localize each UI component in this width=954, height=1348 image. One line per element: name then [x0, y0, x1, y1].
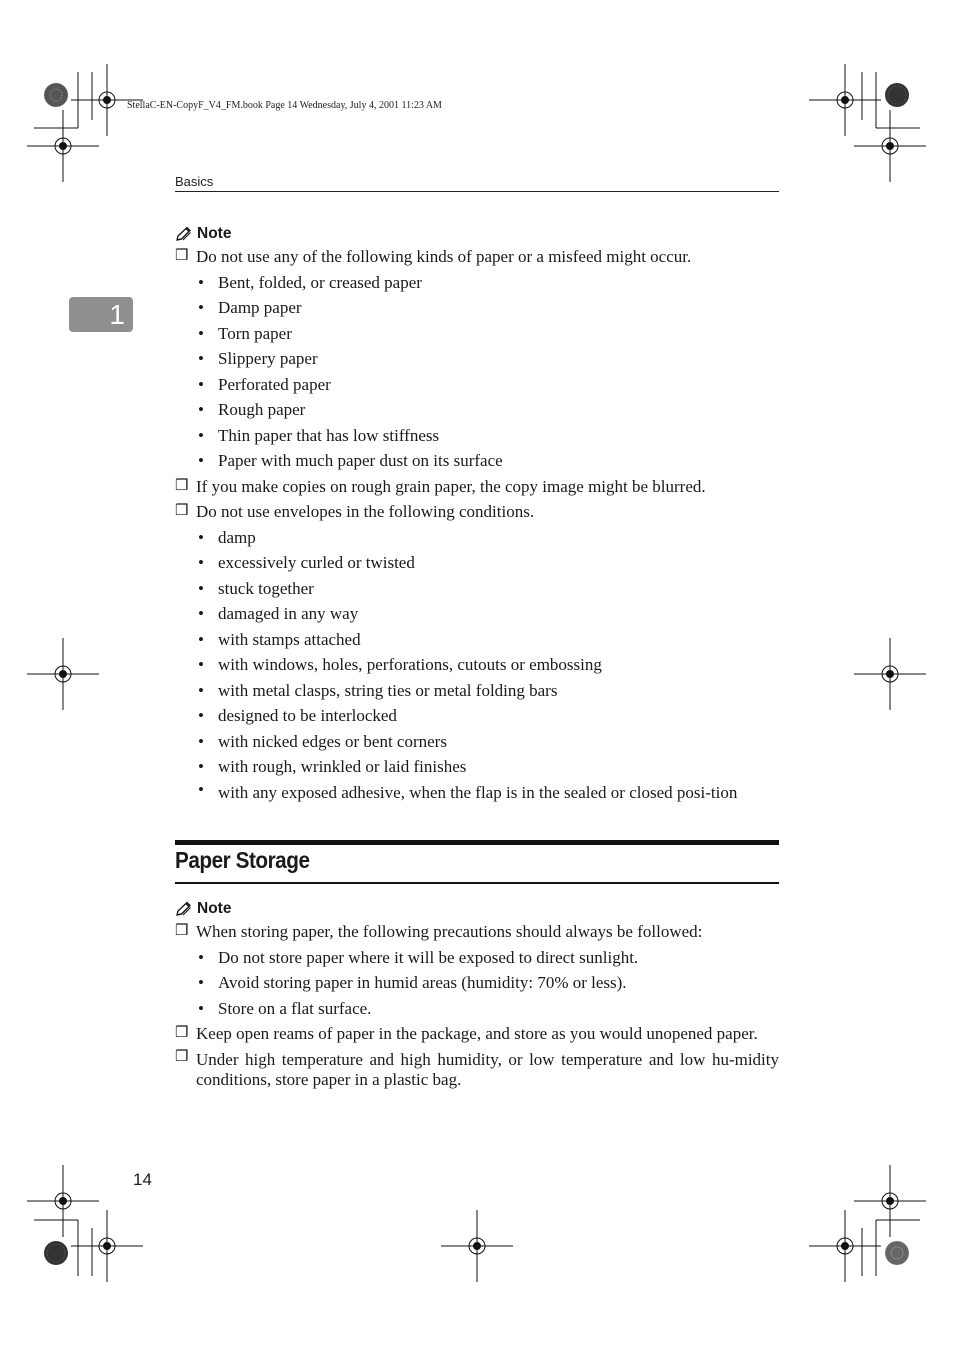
bullet-item: [175, 576, 779, 602]
bullet-point: •: [198, 451, 204, 470]
bullet-item-text: Torn paper: [218, 323, 292, 343]
bullet-item-text: with nicked edges or bent corners: [218, 731, 447, 751]
pencil-icon: [175, 901, 193, 917]
color-wheel-icon: [885, 83, 909, 107]
bullet-point: •: [198, 527, 204, 547]
bullet-item-text: with stamps attached: [218, 629, 361, 649]
bullet-item-text: Avoid storing paper in humid areas (humidity: 70% or less).: [218, 973, 627, 992]
pencil-icon: [175, 226, 193, 242]
crosshair-icon: [809, 1210, 881, 1282]
bullet-item: [175, 372, 779, 398]
crosshair-icon: [854, 110, 926, 182]
bullet-item: [175, 397, 779, 423]
bullet-point: •: [198, 578, 204, 598]
checklist-item: [175, 1021, 779, 1047]
bullet-point: •: [198, 272, 204, 292]
bullet-item: [175, 270, 779, 296]
running-header: Basics: [175, 174, 214, 189]
checkbox-square-icon: ❒: [175, 1048, 189, 1065]
bullet-item-text: Rough paper: [218, 400, 306, 419]
crosshair-icon: [809, 64, 881, 136]
bullet-item-text: damaged in any way: [218, 604, 359, 623]
color-wheel-icon: [44, 1241, 68, 1265]
header-rule: [175, 191, 779, 192]
crosshair-icon: [854, 1165, 926, 1237]
checklist-item-text: Under high temperature and high humidity, or low temperature and low hu-midity conditions, store paper in a plastic bag.: [196, 1049, 779, 1089]
bullet-point: •: [198, 998, 204, 1018]
bullet-point: •: [198, 680, 204, 700]
checkbox-square-icon: ❒: [175, 1025, 189, 1041]
bullet-point: •: [198, 298, 204, 317]
bullet-item: [175, 423, 779, 449]
checkbox-square-icon: ❒: [175, 248, 189, 264]
crosshair-icon: [441, 1210, 513, 1282]
crosshair-icon: [854, 638, 926, 710]
bullet-point: •: [198, 349, 204, 368]
bullet-item-text: excessively curled or twisted: [218, 553, 415, 572]
bullet-item-text: stuck together: [218, 578, 314, 598]
bullet-item-text: Damp paper: [218, 298, 302, 317]
crosshair-icon: [71, 1210, 143, 1282]
checkbox-square-icon: ❒: [175, 503, 189, 519]
bullet-item: [175, 525, 779, 551]
bullet-point: •: [198, 973, 204, 992]
bullet-point: •: [198, 604, 204, 623]
checklist-item: [175, 919, 779, 945]
bullet-point: •: [198, 323, 204, 343]
note-block: [175, 224, 779, 805]
page-number: 14: [133, 1170, 152, 1189]
bullet-item: [175, 996, 779, 1022]
bullet-item: [175, 945, 779, 971]
color-wheel-icon: [44, 83, 68, 107]
checkbox-square-icon: ❒: [175, 477, 189, 494]
note-heading: [175, 899, 779, 919]
bullet-item-text: damp: [218, 527, 256, 547]
bullet-item: [175, 321, 779, 347]
color-wheel-icon: [885, 1241, 909, 1265]
bullet-item: [175, 627, 779, 653]
checklist-item: [175, 499, 779, 525]
bullet-item-text: Bent, folded, or creased paper: [218, 272, 422, 292]
bullet-item: [175, 780, 779, 805]
checklist-item-text: Keep open reams of paper in the package, and store as you would unopened paper.: [196, 1024, 758, 1043]
bullet-item-text: Paper with much paper dust on its surface: [218, 451, 503, 470]
bullet-item-text: with rough, wrinkled or laid finishes: [218, 757, 467, 776]
bullet-point: •: [198, 655, 204, 674]
checklist-item-text: Do not use any of the following kinds of paper or a misfeed might occur.: [196, 247, 692, 266]
bullet-item-text: with any exposed adhesive, when the flap is in the sealed or closed posi-tion: [218, 782, 738, 802]
crosshair-icon: [27, 638, 99, 710]
bullet-item: [175, 970, 779, 996]
bullet-item-text: Do not store paper where it will be exposed to direct sunlight.: [218, 947, 639, 967]
file-header: StellaC-EN-CopyF_V4_FM.book Page 14 Wednesday, July 4, 2001 11:23 AM: [127, 100, 442, 111]
chapter-tab: 1: [69, 297, 133, 332]
note-heading-label: Note: [197, 225, 232, 242]
note-heading-label: Note: [197, 900, 232, 917]
checklist-item: [175, 1047, 779, 1092]
bullet-item: [175, 295, 779, 321]
bullet-item-text: Perforated paper: [218, 374, 331, 394]
section-rule-bottom: [175, 882, 779, 884]
bullet-point: •: [198, 400, 204, 419]
bullet-item-text: Slippery paper: [218, 349, 318, 368]
bullet-item-text: with windows, holes, perforations, cutouts or embossing: [218, 655, 602, 674]
bullet-point: •: [198, 553, 204, 572]
bullet-point: •: [198, 374, 204, 394]
note-block: [175, 899, 779, 1092]
bullet-item: [175, 678, 779, 704]
checklist-item: [175, 474, 779, 500]
checklist-item-text: When storing paper, the following precautions should always be followed:: [196, 922, 703, 941]
section-rule-top: [175, 840, 779, 845]
bullet-item: [175, 729, 779, 755]
checklist-item-text: Do not use envelopes in the following conditions.: [196, 502, 535, 521]
bullet-item-text: Thin paper that has low stiffness: [218, 425, 440, 445]
bullet-item: [175, 703, 779, 729]
bullet-point: •: [198, 947, 204, 967]
bullet-point: •: [198, 629, 204, 649]
section-title: Paper Storage: [175, 847, 310, 873]
bullet-point: •: [198, 706, 204, 725]
bullet-point: •: [198, 731, 204, 751]
bullet-item: [175, 346, 779, 372]
bullet-item: [175, 652, 779, 678]
bullet-point: •: [198, 425, 204, 445]
checkbox-square-icon: ❒: [175, 923, 189, 939]
checklist-item-text: If you make copies on rough grain paper, the copy image might be blurred.: [196, 476, 706, 496]
bullet-item: [175, 448, 779, 474]
crosshair-icon: [27, 110, 99, 182]
note-heading: [175, 224, 779, 244]
bullet-item: [175, 754, 779, 780]
bullet-item-text: designed to be interlocked: [218, 706, 397, 725]
bullet-item-text: Store on a flat surface.: [218, 998, 372, 1018]
bullet-point: •: [198, 779, 204, 799]
bullet-point: •: [198, 757, 204, 776]
bullet-item: [175, 601, 779, 627]
bullet-item-text: with metal clasps, string ties or metal folding bars: [218, 680, 558, 700]
checklist-item: [175, 244, 779, 270]
bullet-item: [175, 550, 779, 576]
crosshair-icon: [27, 1165, 99, 1237]
